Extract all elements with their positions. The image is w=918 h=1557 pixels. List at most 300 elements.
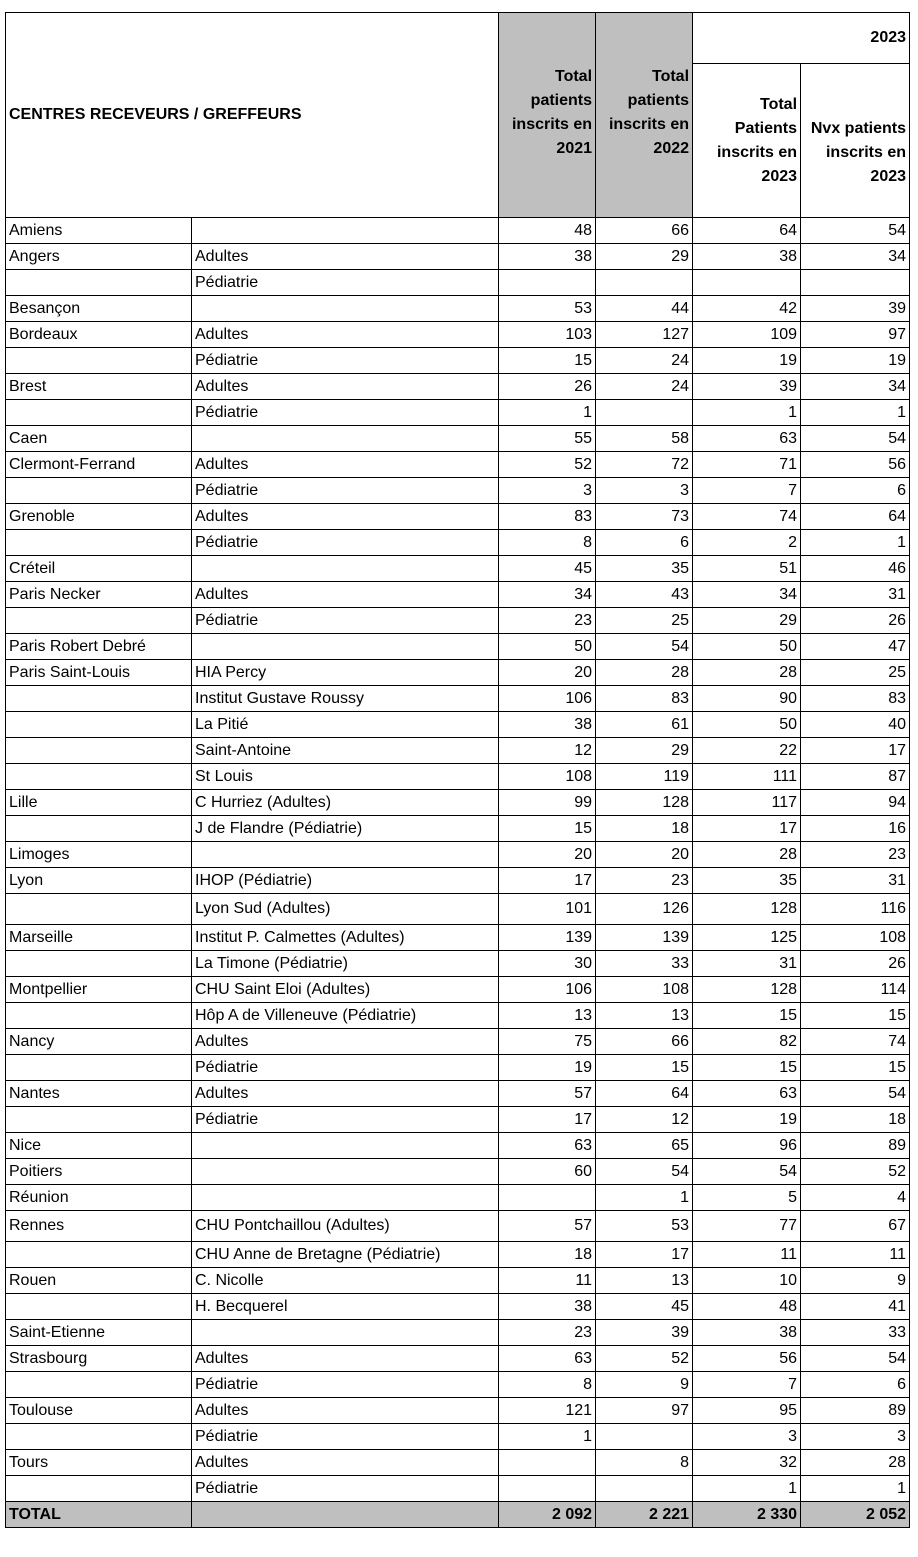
cell-total-2023: 3 (693, 1424, 801, 1450)
cell-new-2023: 56 (801, 452, 910, 478)
cell-centre: Strasbourg (6, 1346, 192, 1372)
cell-total-2021 (499, 270, 596, 296)
cell-total-2021: 20 (499, 660, 596, 686)
cell-new-2023: 116 (801, 894, 910, 925)
cell-total-2023: 15 (693, 1055, 801, 1081)
cell-total-2021: 139 (499, 925, 596, 951)
table-row (6, 712, 910, 738)
table-row (6, 270, 910, 296)
cell-total-2023: 19 (693, 348, 801, 374)
cell-centre: Paris Necker (6, 582, 192, 608)
cell-total-2022: 54 (596, 634, 693, 660)
cell-total-2021: 19 (499, 1055, 596, 1081)
cell-total-2021: 48 (499, 218, 596, 244)
cell-new-2023: 17 (801, 738, 910, 764)
table-row (6, 1242, 910, 1268)
cell-new-2023: 16 (801, 816, 910, 842)
header-col-2021: Total patients inscrits en 2021 (499, 13, 596, 218)
cell-subcentre: Pédiatrie (192, 270, 499, 296)
cell-total-2023: 125 (693, 925, 801, 951)
total-label: TOTAL (6, 1502, 192, 1528)
cell-total-2021: 121 (499, 1398, 596, 1424)
cell-subcentre: HIA Percy (192, 660, 499, 686)
cell-subcentre: CHU Pontchaillou (Adultes) (192, 1211, 499, 1242)
cell-subcentre: La Timone (Pédiatrie) (192, 951, 499, 977)
cell-centre: Poitiers (6, 1159, 192, 1185)
cell-centre (6, 894, 192, 925)
cell-subcentre: IHOP (Pédiatrie) (192, 868, 499, 894)
cell-total-2021: 13 (499, 1003, 596, 1029)
cell-new-2023: 11 (801, 1242, 910, 1268)
cell-new-2023: 34 (801, 244, 910, 270)
cell-total-2023: 19 (693, 1107, 801, 1133)
cell-total-2021: 55 (499, 426, 596, 452)
table-row (6, 1003, 910, 1029)
cell-new-2023: 52 (801, 1159, 910, 1185)
cell-centre: Saint-Etienne (6, 1320, 192, 1346)
cell-centre (6, 1242, 192, 1268)
header-year-2023: 2023 (693, 13, 910, 64)
cell-subcentre (192, 1185, 499, 1211)
cell-total-2023: 128 (693, 894, 801, 925)
cell-total-2023: 48 (693, 1294, 801, 1320)
cell-total-2022: 24 (596, 374, 693, 400)
cell-total-2021: 30 (499, 951, 596, 977)
cell-centre (6, 1476, 192, 1502)
cell-total-2022 (596, 270, 693, 296)
table-row (6, 478, 910, 504)
cell-centre: Nice (6, 1133, 192, 1159)
cell-new-2023: 1 (801, 1476, 910, 1502)
cell-new-2023: 67 (801, 1211, 910, 1242)
table-body (6, 218, 910, 1502)
cell-centre (6, 738, 192, 764)
cell-new-2023: 15 (801, 1003, 910, 1029)
cell-subcentre: Pédiatrie (192, 1107, 499, 1133)
cell-total-2023: 63 (693, 426, 801, 452)
table-row (6, 556, 910, 582)
cell-total-2022: 66 (596, 1029, 693, 1055)
cell-centre (6, 478, 192, 504)
cell-subcentre (192, 218, 499, 244)
table-row (6, 1424, 910, 1450)
table-row (6, 1450, 910, 1476)
cell-subcentre: Pédiatrie (192, 1476, 499, 1502)
table-row (6, 452, 910, 478)
cell-new-2023: 25 (801, 660, 910, 686)
cell-total-2021: 38 (499, 712, 596, 738)
cell-new-2023: 31 (801, 868, 910, 894)
table-row (6, 400, 910, 426)
cell-centre: Bordeaux (6, 322, 192, 348)
cell-total-2022: 29 (596, 738, 693, 764)
cell-centre: Paris Saint-Louis (6, 660, 192, 686)
cell-total-2021: 8 (499, 530, 596, 556)
cell-new-2023 (801, 270, 910, 296)
cell-total-2023: 51 (693, 556, 801, 582)
cell-total-2022: 126 (596, 894, 693, 925)
cell-subcentre: St Louis (192, 764, 499, 790)
cell-new-2023: 39 (801, 296, 910, 322)
cell-subcentre: Pédiatrie (192, 530, 499, 556)
table-row (6, 1081, 910, 1107)
total-sub-empty (192, 1502, 499, 1528)
cell-new-2023: 28 (801, 1450, 910, 1476)
cell-subcentre: Adultes (192, 1029, 499, 1055)
table-row (6, 1476, 910, 1502)
cell-total-2022: 64 (596, 1081, 693, 1107)
cell-total-2021: 15 (499, 816, 596, 842)
table-row (6, 244, 910, 270)
cell-total-2021: 106 (499, 977, 596, 1003)
cell-total-2021: 103 (499, 322, 596, 348)
table-row (6, 1133, 910, 1159)
cell-total-2023: 35 (693, 868, 801, 894)
cell-centre (6, 1003, 192, 1029)
total-2023: 2 330 (693, 1502, 801, 1528)
table-row (6, 816, 910, 842)
cell-total-2021 (499, 1476, 596, 1502)
table-row (6, 530, 910, 556)
cell-new-2023: 1 (801, 400, 910, 426)
cell-new-2023: 87 (801, 764, 910, 790)
table-row (6, 1107, 910, 1133)
cell-total-2023: 109 (693, 322, 801, 348)
cell-total-2022: 128 (596, 790, 693, 816)
cell-centre: Créteil (6, 556, 192, 582)
cell-subcentre (192, 634, 499, 660)
cell-total-2023: 42 (693, 296, 801, 322)
table-row (6, 1029, 910, 1055)
cell-new-2023: 3 (801, 1424, 910, 1450)
header-title: CENTRES RECEVEURS / GREFFEURS (6, 13, 499, 218)
cell-total-2023: 1 (693, 1476, 801, 1502)
cell-new-2023: 4 (801, 1185, 910, 1211)
cell-total-2022: 73 (596, 504, 693, 530)
table-row (6, 296, 910, 322)
cell-total-2022: 6 (596, 530, 693, 556)
cell-total-2022: 72 (596, 452, 693, 478)
cell-total-2023: 63 (693, 1081, 801, 1107)
cell-total-2023: 50 (693, 634, 801, 660)
cell-total-2021: 99 (499, 790, 596, 816)
cell-subcentre: CHU Anne de Bretagne (Pédiatrie) (192, 1242, 499, 1268)
cell-new-2023: 89 (801, 1398, 910, 1424)
table-row (6, 842, 910, 868)
cell-centre: Rennes (6, 1211, 192, 1242)
cell-total-2023: 64 (693, 218, 801, 244)
cell-new-2023: 54 (801, 426, 910, 452)
cell-centre (6, 1424, 192, 1450)
cell-subcentre: La Pitié (192, 712, 499, 738)
cell-total-2022: 23 (596, 868, 693, 894)
cell-total-2023: 128 (693, 977, 801, 1003)
table-row (6, 1398, 910, 1424)
cell-total-2022: 13 (596, 1003, 693, 1029)
cell-centre: Caen (6, 426, 192, 452)
cell-total-2021: 108 (499, 764, 596, 790)
cell-subcentre: Adultes (192, 582, 499, 608)
cell-total-2021: 38 (499, 244, 596, 270)
cell-total-2022: 29 (596, 244, 693, 270)
cell-new-2023: 15 (801, 1055, 910, 1081)
cell-total-2021: 38 (499, 1294, 596, 1320)
cell-centre (6, 764, 192, 790)
cell-new-2023: 40 (801, 712, 910, 738)
cell-total-2022: 3 (596, 478, 693, 504)
table-row (6, 504, 910, 530)
cell-total-2023: 5 (693, 1185, 801, 1211)
cell-total-2023: 29 (693, 608, 801, 634)
cell-total-2022: 17 (596, 1242, 693, 1268)
cell-total-2022: 1 (596, 1185, 693, 1211)
cell-total-2023: 7 (693, 478, 801, 504)
cell-total-2021: 8 (499, 1372, 596, 1398)
cell-centre: Toulouse (6, 1398, 192, 1424)
cell-total-2023: 28 (693, 660, 801, 686)
table-row (6, 925, 910, 951)
cell-total-2021: 26 (499, 374, 596, 400)
table-row (6, 764, 910, 790)
cell-total-2021: 23 (499, 608, 596, 634)
table-row (6, 608, 910, 634)
cell-subcentre: Pédiatrie (192, 478, 499, 504)
cell-total-2022: 33 (596, 951, 693, 977)
cell-new-2023: 31 (801, 582, 910, 608)
table-row (6, 1159, 910, 1185)
table-row (6, 1268, 910, 1294)
cell-subcentre: CHU Saint Eloi (Adultes) (192, 977, 499, 1003)
cell-centre: Lille (6, 790, 192, 816)
cell-subcentre: Pédiatrie (192, 400, 499, 426)
cell-subcentre: Hôp A de Villeneuve (Pédiatrie) (192, 1003, 499, 1029)
table-row (6, 738, 910, 764)
cell-subcentre: Adultes (192, 322, 499, 348)
cell-total-2023: 2 (693, 530, 801, 556)
cell-total-2023: 31 (693, 951, 801, 977)
cell-new-2023: 26 (801, 608, 910, 634)
cell-total-2021: 53 (499, 296, 596, 322)
table-row (6, 1294, 910, 1320)
cell-centre: Rouen (6, 1268, 192, 1294)
cell-centre: Montpellier (6, 977, 192, 1003)
table-row (6, 1320, 910, 1346)
cell-total-2021: 57 (499, 1211, 596, 1242)
cell-new-2023: 47 (801, 634, 910, 660)
cell-total-2022: 65 (596, 1133, 693, 1159)
cell-total-2023: 1 (693, 400, 801, 426)
cell-new-2023: 23 (801, 842, 910, 868)
cell-total-2022: 39 (596, 1320, 693, 1346)
cell-total-2022: 45 (596, 1294, 693, 1320)
cell-total-2021: 12 (499, 738, 596, 764)
cell-total-2022: 24 (596, 348, 693, 374)
cell-total-2023 (693, 270, 801, 296)
table-row (6, 660, 910, 686)
total-2021: 2 092 (499, 1502, 596, 1528)
cell-centre: Clermont-Ferrand (6, 452, 192, 478)
header-col-2023-new: Nvx patients inscrits en 2023 (801, 64, 910, 218)
cell-subcentre: Lyon Sud (Adultes) (192, 894, 499, 925)
cell-subcentre: Adultes (192, 1450, 499, 1476)
cell-total-2022: 108 (596, 977, 693, 1003)
cell-new-2023: 6 (801, 1372, 910, 1398)
cell-centre: Paris Robert Debré (6, 634, 192, 660)
cell-total-2022: 9 (596, 1372, 693, 1398)
cell-subcentre: Pédiatrie (192, 608, 499, 634)
cell-new-2023: 54 (801, 1346, 910, 1372)
cell-total-2023: 32 (693, 1450, 801, 1476)
cell-centre (6, 1372, 192, 1398)
table-row (6, 348, 910, 374)
cell-total-2023: 54 (693, 1159, 801, 1185)
cell-total-2021: 11 (499, 1268, 596, 1294)
table-row (6, 894, 910, 925)
cell-new-2023: 1 (801, 530, 910, 556)
cell-total-2021: 23 (499, 1320, 596, 1346)
cell-centre (6, 686, 192, 712)
cell-subcentre (192, 842, 499, 868)
cell-new-2023: 97 (801, 322, 910, 348)
table-row (6, 1346, 910, 1372)
cell-total-2022 (596, 1476, 693, 1502)
cell-centre: Amiens (6, 218, 192, 244)
cell-centre (6, 270, 192, 296)
cell-total-2023: 10 (693, 1268, 801, 1294)
cell-total-2023: 90 (693, 686, 801, 712)
cell-total-2021: 63 (499, 1133, 596, 1159)
cell-subcentre: Institut P. Calmettes (Adultes) (192, 925, 499, 951)
cell-total-2021: 75 (499, 1029, 596, 1055)
cell-subcentre: Adultes (192, 1081, 499, 1107)
cell-total-2022: 12 (596, 1107, 693, 1133)
cell-total-2022 (596, 400, 693, 426)
cell-centre (6, 1107, 192, 1133)
cell-new-2023: 64 (801, 504, 910, 530)
cell-subcentre: Adultes (192, 1346, 499, 1372)
cell-total-2022: 20 (596, 842, 693, 868)
cell-total-2022: 52 (596, 1346, 693, 1372)
cell-subcentre: Adultes (192, 244, 499, 270)
cell-subcentre: Pédiatrie (192, 1424, 499, 1450)
cell-new-2023: 6 (801, 478, 910, 504)
cell-total-2023: 39 (693, 374, 801, 400)
table-row (6, 868, 910, 894)
cell-subcentre: J de Flandre (Pédiatrie) (192, 816, 499, 842)
cell-total-2022: 54 (596, 1159, 693, 1185)
cell-centre (6, 712, 192, 738)
table-row (6, 951, 910, 977)
cell-total-2023: 28 (693, 842, 801, 868)
cell-total-2021: 45 (499, 556, 596, 582)
cell-total-2022: 25 (596, 608, 693, 634)
cell-total-2023: 34 (693, 582, 801, 608)
cell-new-2023: 54 (801, 218, 910, 244)
cell-centre: Limoges (6, 842, 192, 868)
cell-total-2022: 66 (596, 218, 693, 244)
cell-subcentre: Pédiatrie (192, 1055, 499, 1081)
cell-centre: Brest (6, 374, 192, 400)
cell-new-2023: 9 (801, 1268, 910, 1294)
cell-total-2022: 18 (596, 816, 693, 842)
cell-total-2023: 77 (693, 1211, 801, 1242)
table-row (6, 1055, 910, 1081)
cell-total-2023: 74 (693, 504, 801, 530)
cell-centre (6, 400, 192, 426)
cell-new-2023: 19 (801, 348, 910, 374)
cell-total-2023: 117 (693, 790, 801, 816)
cell-total-2021 (499, 1185, 596, 1211)
cell-new-2023: 94 (801, 790, 910, 816)
cell-new-2023: 46 (801, 556, 910, 582)
cell-total-2021 (499, 1450, 596, 1476)
cell-centre (6, 1294, 192, 1320)
table-row (6, 374, 910, 400)
cell-subcentre: H. Becquerel (192, 1294, 499, 1320)
cell-total-2021: 101 (499, 894, 596, 925)
cell-centre (6, 1055, 192, 1081)
cell-centre: Grenoble (6, 504, 192, 530)
cell-total-2021: 17 (499, 868, 596, 894)
cell-total-2021: 1 (499, 400, 596, 426)
cell-total-2022: 139 (596, 925, 693, 951)
cell-subcentre (192, 426, 499, 452)
cell-new-2023: 18 (801, 1107, 910, 1133)
cell-new-2023: 108 (801, 925, 910, 951)
cell-subcentre: Pédiatrie (192, 348, 499, 374)
cell-total-2023: 15 (693, 1003, 801, 1029)
cell-centre: Besançon (6, 296, 192, 322)
table-row (6, 322, 910, 348)
cell-subcentre: Adultes (192, 504, 499, 530)
cell-total-2022: 127 (596, 322, 693, 348)
cell-subcentre: Pédiatrie (192, 1372, 499, 1398)
table-row (6, 582, 910, 608)
cell-total-2022: 58 (596, 426, 693, 452)
cell-total-2021: 106 (499, 686, 596, 712)
cell-subcentre (192, 556, 499, 582)
cell-total-2023: 11 (693, 1242, 801, 1268)
cell-total-2021: 83 (499, 504, 596, 530)
cell-total-2022: 28 (596, 660, 693, 686)
total-nvx-2023: 2 052 (801, 1502, 910, 1528)
cell-total-2022: 43 (596, 582, 693, 608)
cell-subcentre: Institut Gustave Roussy (192, 686, 499, 712)
cell-total-2023: 95 (693, 1398, 801, 1424)
cell-total-2021: 3 (499, 478, 596, 504)
cell-total-2022: 35 (596, 556, 693, 582)
cell-new-2023: 114 (801, 977, 910, 1003)
cell-total-2021: 17 (499, 1107, 596, 1133)
cell-total-2021: 34 (499, 582, 596, 608)
cell-total-2023: 82 (693, 1029, 801, 1055)
cell-total-2021: 50 (499, 634, 596, 660)
cell-total-2021: 20 (499, 842, 596, 868)
table-row (6, 1211, 910, 1242)
cell-centre: Nancy (6, 1029, 192, 1055)
cell-total-2022: 53 (596, 1211, 693, 1242)
cell-total-2023: 111 (693, 764, 801, 790)
cell-total-2022: 15 (596, 1055, 693, 1081)
cell-subcentre: Adultes (192, 452, 499, 478)
cell-total-2021: 18 (499, 1242, 596, 1268)
cell-total-2023: 22 (693, 738, 801, 764)
cell-centre: Angers (6, 244, 192, 270)
cell-subcentre (192, 1159, 499, 1185)
cell-new-2023: 54 (801, 1081, 910, 1107)
cell-centre: Marseille (6, 925, 192, 951)
cell-centre: Lyon (6, 868, 192, 894)
